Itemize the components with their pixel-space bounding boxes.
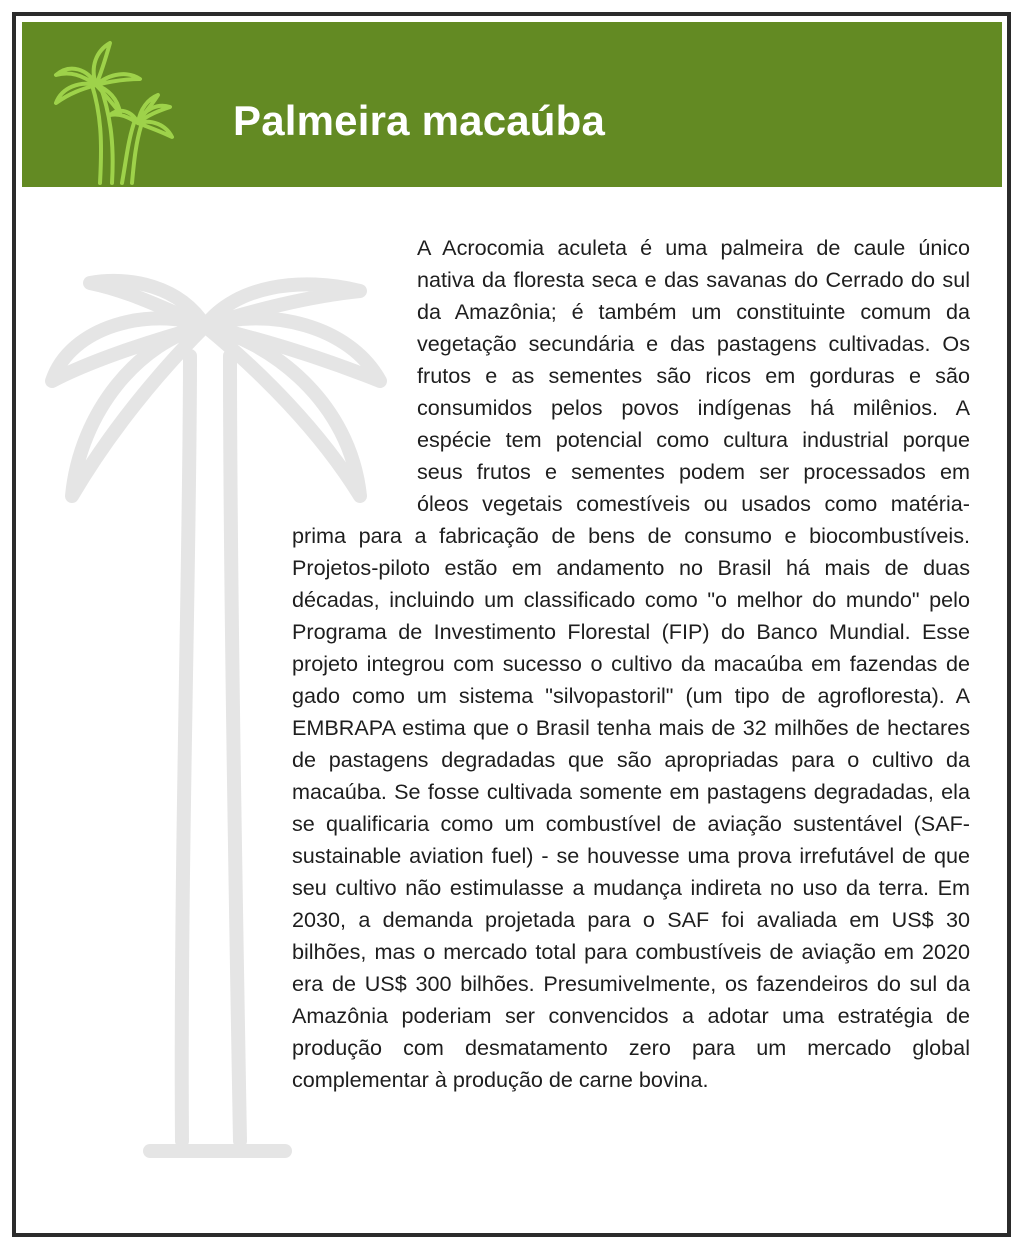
article-frame xyxy=(12,12,1011,1237)
palm-trees-icon xyxy=(48,37,188,187)
header-banner xyxy=(22,22,1002,187)
page-title: Palmeira macaúba xyxy=(233,97,606,144)
palm-float-spacer xyxy=(292,232,417,520)
article-paragraph: A Acrocomia aculeta é uma palmeira de caule único nativa da floresta seca e das savanas do Cerrado do sul da Amazônia; é também um constituinte comum da vegetação secundária e das pastagens cultivadas. Os frutos e as sementes são ricos em gorduras e são consumidos pelos povos indígenas há milênios. A espécie tem potencial como cultura industrial porque seus frutos e sementes podem ser processados em óleos vegetais comestíveis ou usados como matéria-prima para a fabricação de bens de consumo e biocombustíveis. Projetos-piloto estão em andamento no Brasil há mais de duas décadas, incluindo um classificado como "o melhor do mundo" pelo Programa de Investimento Florestal (FIP) do Banco Mundial. Esse projeto integrou com sucesso o cultivo da macaúba em fazendas de gado como um sistema "silvopastoril" (um tipo de agrofloresta). A EMBRAPA estima que o Brasil tenha mais de 32 milhões de hectares de pastagens degradadas que são apropriadas para o cultivo da macaúba. Se fosse cultivada somente em pastagens degradadas, ela se qualificaria como um combustível de aviação sustentável (SAF- sustainable aviation fuel) - se houvesse uma prova irrefutável de que seu cultivo não estimulasse a mudança indireta no uso da terra. Em 2030, a demanda projetada para o SAF foi avaliada em US$ 30 bilhões, mas o mercado total para combustíveis de aviação em 2020 era de US$ 300 bilhões. Presumivelmente, os fazendeiros do sul da Amazônia poderiam ser convencidos a adotar uma estratégia de produção com desmatamento zero para um mercado global complementar à produção de carne bovina. xyxy=(292,235,970,1092)
article-body xyxy=(292,232,970,1096)
